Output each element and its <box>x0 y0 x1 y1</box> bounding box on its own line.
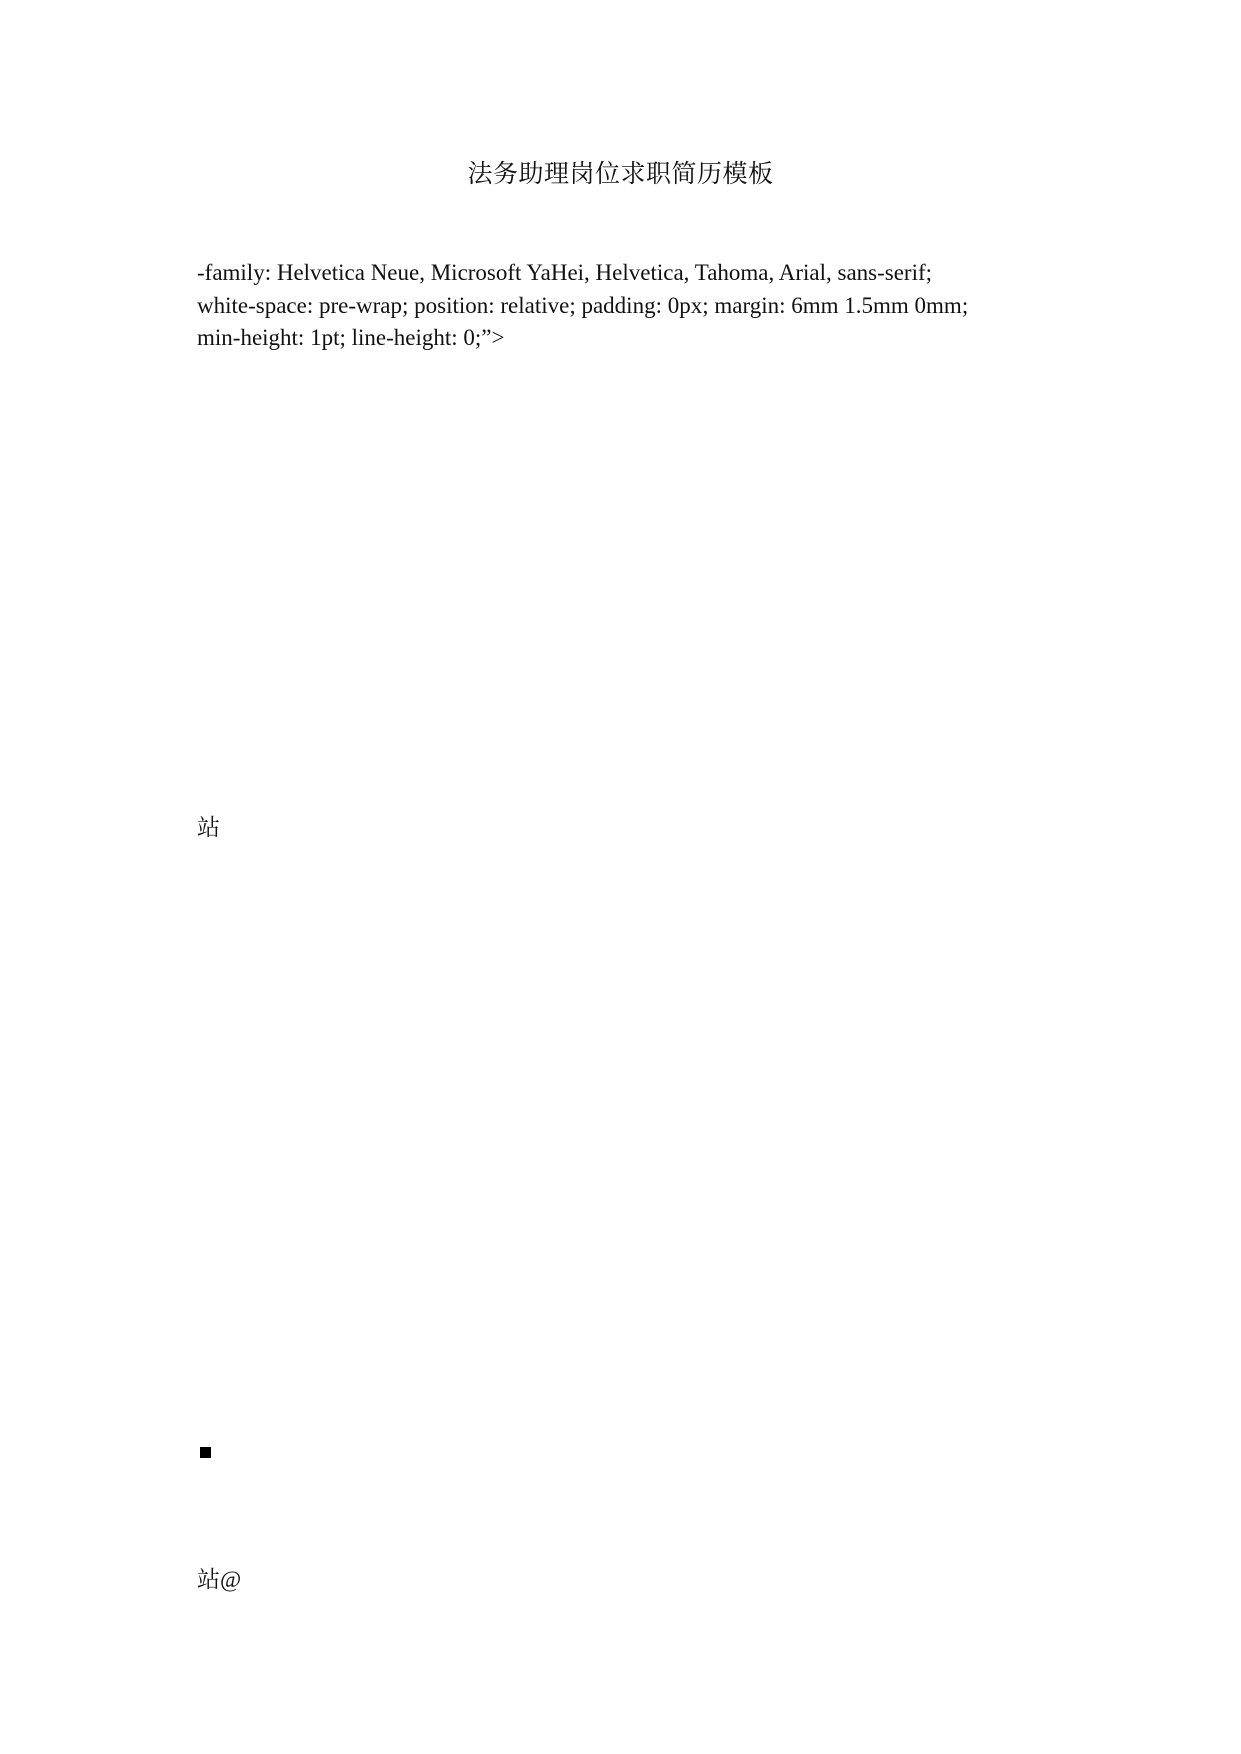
style-text-line: -family: Helvetica Neue, Microsoft YaHei, Helvetica, Tahoma, Arial, sans-serif; <box>197 260 933 285</box>
document-title: 法务助理岗位求职简历模板 <box>467 161 774 188</box>
stray-character: 站 <box>197 815 220 840</box>
style-text-line: min-height: 1pt; line-height: 0;”> <box>197 325 505 350</box>
style-text-line: white-space: pre-wrap; position: relative; padding: 0px; margin: 6mm 1.5mm 0mm; <box>197 292 969 318</box>
square-bullet-icon <box>200 1447 211 1458</box>
stray-character-at: 站@ <box>197 1567 242 1592</box>
stray-style-text <box>197 257 1057 355</box>
